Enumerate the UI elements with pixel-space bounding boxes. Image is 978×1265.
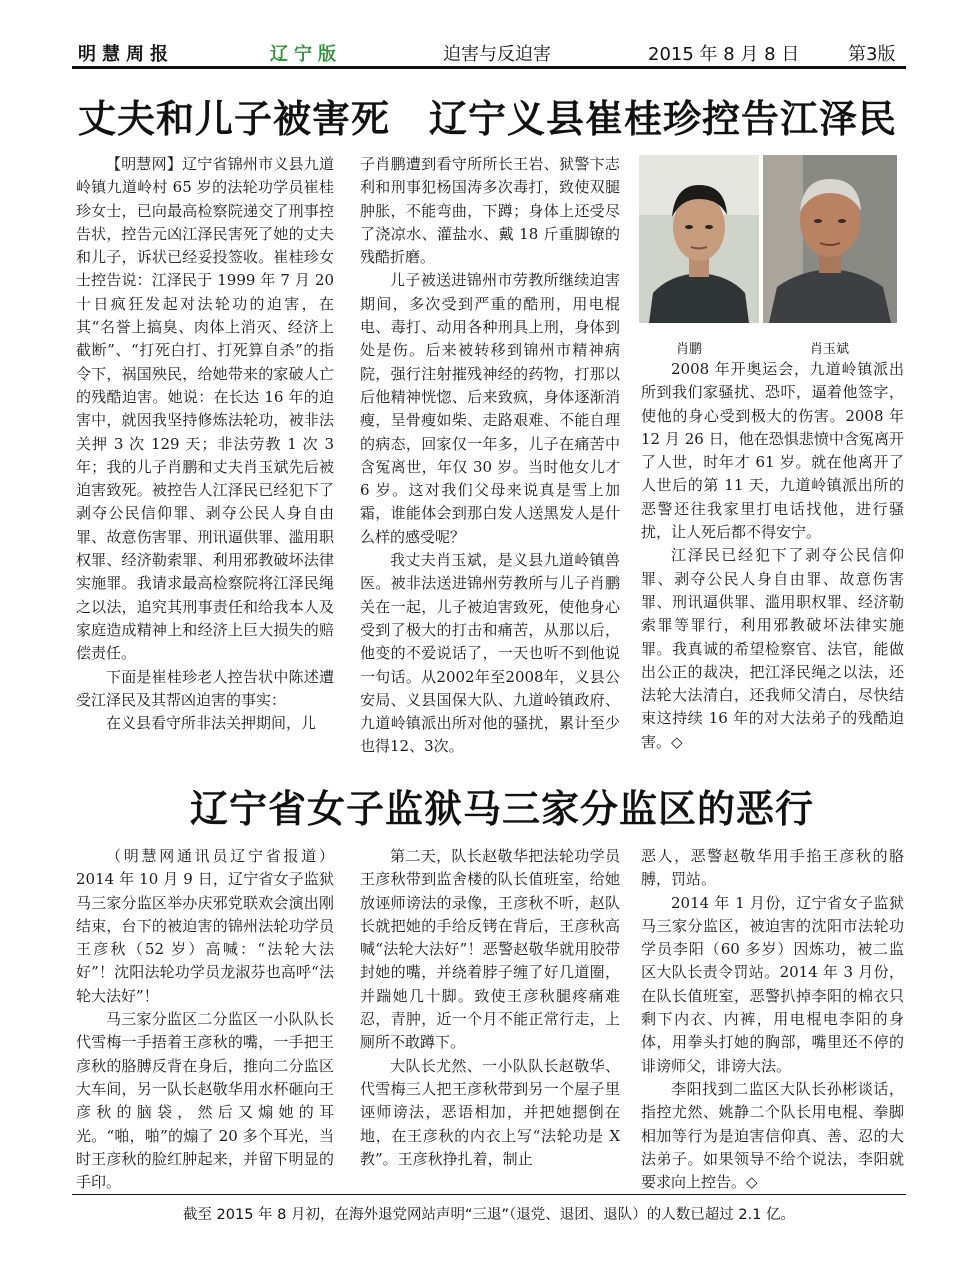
article1-column-3 (641, 358, 904, 751)
footer-notice: 截至 2015 年 8 月初，在海外退党网站声明“三退”（退党、退团、退队）的人数已超过 2.1 亿。 (182, 1207, 796, 1223)
issue-date: 2015 年 8 月 8 日 (648, 44, 800, 65)
page-number: 第3版 (848, 44, 896, 65)
paper-name: 明慧周报 (78, 44, 174, 65)
paragraph: 儿子被送进锦州市劳教所继续迫害期间，多次受到严重的酷刑，用电棍电、毒打、动用各种刑具上刑，身体到处是伤。后来被转移到锦州市精神病院，强行注射摧残神经的药物，打那以后他精神恍惚、后来致疯，身体逐渐消瘦，呈骨瘦如柴、走路艰难、不能自理的病态，回家仅一年多，儿子在痛苦中含冤离世，年仅 30 岁。当时他女儿才 6 岁。这对我们父母来说真是雪上加霜，谁能体会到那白发人送黑发人是什么样的感受呢？ (360, 271, 620, 546)
article1-column-1 (76, 153, 334, 743)
paragraph: 子肖鹏遭到看守所所长王岩、狱警卞志利和刑事犯杨国涛多次毒打，致使双腿肿胀，不能弯曲，下蹲；身体上还受尽了浇凉水、灌盐水、戴 18 斤重脚镣的残酷折磨。 (360, 155, 620, 267)
article2-column-3 (641, 845, 904, 1190)
footer-rule (72, 1194, 906, 1195)
paragraph: 【明慧网】辽宁省锦州市义县九道岭镇九道岭村 65 岁的法轮功学员崔桂珍女士，已向最高检察院递交了刑事控告状，控告元凶江泽民害死了她的丈夫和儿子，诉状已经妥投签收。崔桂珍女士控告说：江泽民于 1999 年 7 月 20 十日疯狂发起对法轮功的迫害，在其“名誉上搞臭、肉体上消灭、经济上截断”、“打死白打、打死算自杀”的指令下，祸国殃民，给她带来的家破人亡的残酷迫害。她说：在长达 16 年的迫害中，就因我坚持修炼法轮功，被非法关押 3 次 129 天；非法劳教 1 次 3 年；我的儿子肖鹏和丈夫肖玉斌先后被迫害致死。被控告人江泽民已经犯下了剥夺公民信仰罪、剥夺公民人身自由罪、故意伤害罪、刑讯逼供罪、滥用职权罪、经济勒索罪、利用邪教破坏法律实施罪。我请求最高检察院将江泽民绳之以法，追究其刑事责任和给我本人及家庭造成精神上和经济上巨大损失的赔偿责任。 (76, 155, 334, 663)
paragraph: 大队长尤然、一小队队长赵敬华、代雪梅三人把王彦秋带到另一个屋子里诬师谤法，恶语相加，并把她摁倒在地，在王彦秋的内衣上写“法轮功是 X 教”。王彦秋挣扎着，制止 (360, 1056, 620, 1168)
article1-headline: 丈夫和儿子被害死 辽宁义县崔桂珍控告江泽民 (78, 96, 898, 141)
paragraph: 李阳找到二监区大队长孙彬谈话，指控尤然、姚静二个队长用电棍、拳脚相加等行为是迫害信仰真、善、忍的大法弟子。如果领导不给个说法，李阳就要求向上控告。◇ (641, 1079, 904, 1192)
photo-caption: 肖玉斌 (810, 342, 850, 357)
masthead (78, 38, 904, 66)
paragraph: 我丈夫肖玉斌，是义县九道岭镇兽医。被非法送进锦州劳教所与儿子肖鹏关在一起，儿子被迫害致死，使他身心受到了极大的打击和痛苦，从那以后，他变的不爱说话了，一天也听不到他说一句话。从2002年至2008年，义县公安局、义县国保大队、九道岭镇政府、九道岭镇派出所对他的骚扰，累计至少也得12、3次。 (360, 551, 620, 756)
paragraph: 江泽民已经犯下了剥夺公民信仰罪、剥夺公民人身自由罪、故意伤害罪、刑讯逼供罪、滥用职权罪、经济勒索罪等罪行，利用邪教破坏法律实施罪。我真诚的希望检察官、法官，能做出公正的裁决，把江泽民绳之以法，还法轮大法清白，还我师父清白，尽快结束这持续 16 年的对大法弟子的残酷迫害。◇ (641, 546, 904, 751)
article1-column-2 (360, 153, 620, 756)
article2-column-1 (76, 845, 334, 1190)
paragraph: （明慧网通讯员辽宁省报道）2014 年 10 月 9 日，辽宁省女子监狱马三家分监区举办庆邪党联欢会演出刚结束，台下的被迫害的锦州法轮功学员王彦秋（52 岁）高喊：“法轮大法好”！沈阳法轮功学员龙淑芬也高呼“法轮大法好”！ (76, 847, 334, 1005)
portrait-photo-xiao-yubin (763, 155, 897, 323)
paragraph: 2008 年开奥运会，九道岭镇派出所到我们家骚扰、恐吓，逼着他签字，使他的身心受到极大的伤害。2008 年 12 月 26 日，他在恐惧悲愤中含冤离开了人世，时年才 61 岁。就在他离开了人世后的第 11 天，九道岭镇派出所的恶警还往我家里打电话找他，进行骚扰，让人死后都不得安宁。 (641, 360, 904, 542)
section-name: 迫害与反迫害 (443, 44, 551, 65)
article2-column-2 (360, 845, 620, 1190)
paragraph: 2014 年 1 月份，辽宁省女子监狱马三家分监区，被迫害的沈阳市法轮功学员李阳（60 多岁）因炼功，被二监区大队长责令罚站。2014 年 3 月份，在队长值班室，恶警扒掉李阳的棉衣只剩下内衣、内裤，用电棍电李阳的身体，用拳头打她的胸部，嘴里还不停的诽谤师父，诽谤大法。 (641, 893, 904, 1075)
paragraph: 第二天，队长赵敬华把法轮功学员王彦秋带到监舍楼的队长值班室，给她放诬师谤法的录像，王彦秋不听，赵队长就把她的手给反铐在背后，王彦秋高喊“法轮大法好”！恶警赵敬华就用胶带封她的嘴，并绕着脖子缠了好几道圈，并踹她几十脚。致使王彦秋腿疼痛难忍，青肿，近一个月不能正常行走，上厕所不敢蹲下。 (360, 847, 620, 1052)
paragraph: 恶人，恶警赵敬华用手掐王彦秋的胳膊，罚站。 (641, 847, 904, 889)
paragraph: 在义县看守所非法关押期间，儿 (106, 714, 317, 733)
article2-headline: 辽宁省女子监狱马三家分监区的恶行 (190, 786, 815, 831)
photo-caption: 肖鹏 (676, 342, 703, 357)
paragraph: 下面是崔桂珍老人控告状中陈述遭受江泽民及其帮凶迫害的事实： (76, 667, 334, 709)
portrait-photo-xiao-peng (639, 155, 759, 323)
edition-name: 辽宁版 (270, 44, 342, 65)
masthead-rule (72, 66, 906, 69)
paragraph: 马三家分监区二分监区一小队队长代雪梅一手捂着王彦秋的嘴，一手把王彦秋的胳膊反背在身后，推向二分监区大车间，另一队长赵敬华用水杯砸向王彦秋的脑袋，然后又煽她的耳光。“啪，啪”的煽了 20 多个耳光，当时王彦秋的脸红肿起来，并留下明显的手印。 (76, 1010, 334, 1192)
